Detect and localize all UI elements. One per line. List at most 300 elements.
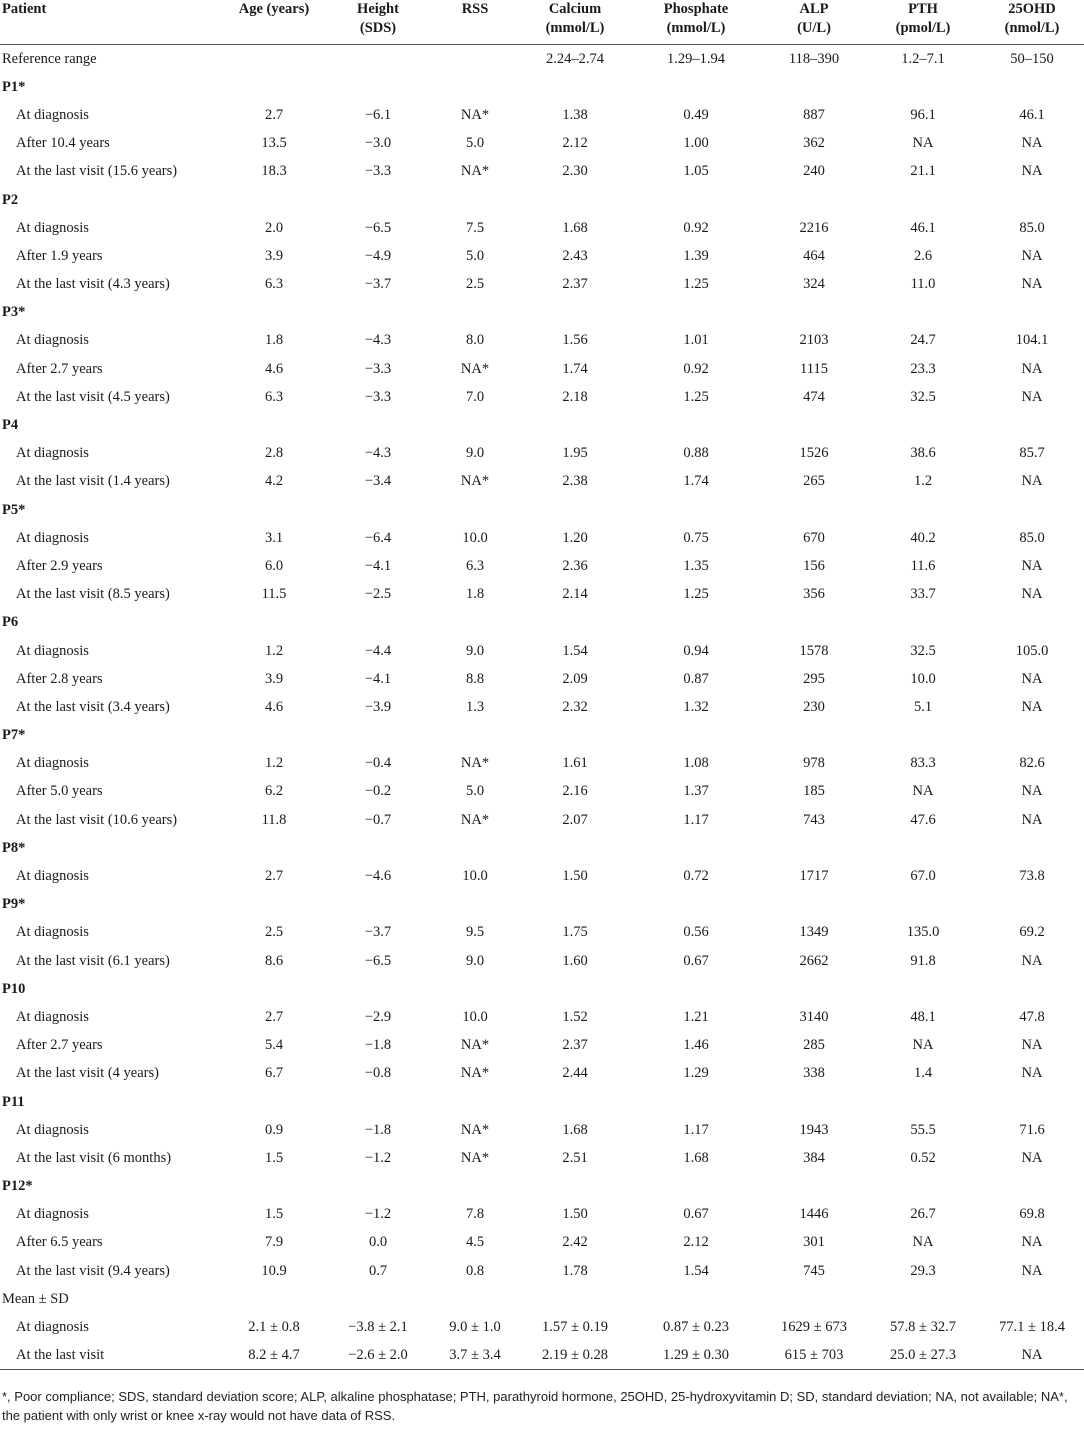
cell-alp: 464 bbox=[803, 247, 825, 264]
cell-age bbox=[222, 496, 326, 524]
cell-alp bbox=[762, 411, 866, 439]
row-label: At diagnosis bbox=[16, 219, 89, 236]
row-label: P2 bbox=[2, 191, 19, 208]
cell-height bbox=[326, 411, 430, 439]
row-label: Reference range bbox=[2, 50, 97, 67]
cell-rss: NA* bbox=[460, 163, 490, 180]
cell-ohd25: 50–150 bbox=[1010, 50, 1054, 67]
cell-ohd25: NA bbox=[1021, 135, 1043, 152]
row-label: P3* bbox=[2, 304, 26, 321]
cell-age: 5.4 bbox=[264, 1037, 284, 1054]
cell-rss bbox=[430, 298, 520, 326]
row-label: At diagnosis bbox=[16, 529, 89, 546]
cell-phosphate: 0.88 bbox=[683, 445, 709, 462]
cell-pth bbox=[866, 975, 980, 1003]
cell-height bbox=[326, 185, 430, 213]
cell-rss bbox=[430, 890, 520, 918]
column-header-age: Age (years) bbox=[222, 0, 326, 45]
cell-height: −6.4 bbox=[364, 529, 392, 546]
cell-ohd25 bbox=[980, 890, 1084, 918]
table-header-row bbox=[0, 0, 1084, 45]
table-row bbox=[0, 1313, 1084, 1341]
cell-height bbox=[326, 608, 430, 636]
cell-calcium bbox=[520, 73, 630, 101]
cell-phosphate: 0.92 bbox=[683, 360, 709, 377]
cell-rss: 9.0 bbox=[465, 642, 485, 659]
cell-rss: 9.0 bbox=[465, 445, 485, 462]
cell-calcium: 1.78 bbox=[562, 1262, 588, 1279]
cell-rss: NA* bbox=[460, 1065, 490, 1082]
cell-pth: NA bbox=[912, 783, 934, 800]
table-row bbox=[0, 1200, 1084, 1228]
cell-calcium bbox=[520, 1087, 630, 1115]
cell-pth: 1.2 bbox=[913, 473, 933, 490]
cell-height: −4.3 bbox=[364, 445, 392, 462]
cell-pth: 25.0 ± 27.3 bbox=[866, 1341, 980, 1369]
cell-rss: NA* bbox=[460, 1037, 490, 1054]
cell-rss bbox=[430, 496, 520, 524]
cell-pth bbox=[866, 890, 980, 918]
cell-rss bbox=[430, 834, 520, 862]
cell-age: 13.5 bbox=[261, 135, 287, 152]
cell-rss: NA* bbox=[460, 1121, 490, 1138]
cell-ohd25: 105.0 bbox=[1015, 642, 1049, 659]
row-label: At diagnosis bbox=[16, 445, 89, 462]
cell-pth: 11.0 bbox=[910, 276, 936, 293]
cell-ohd25: NA bbox=[1021, 557, 1043, 574]
cell-calcium: 2.12 bbox=[562, 135, 588, 152]
cell-pth: 21.1 bbox=[910, 163, 936, 180]
cell-phosphate: 1.25 bbox=[683, 388, 709, 405]
cell-pth: 135.0 bbox=[906, 924, 940, 941]
row-label: At diagnosis bbox=[16, 1008, 89, 1025]
cell-rss: 5.0 bbox=[465, 135, 485, 152]
cell-age: 2.5 bbox=[264, 924, 284, 941]
cell-rss bbox=[430, 185, 520, 213]
cell-pth: 26.7 bbox=[910, 1206, 936, 1223]
cell-calcium bbox=[520, 496, 630, 524]
table-row bbox=[0, 1228, 1084, 1256]
cell-ohd25: NA bbox=[1021, 388, 1043, 405]
cell-height bbox=[326, 298, 430, 326]
cell-ohd25: 85.7 bbox=[1019, 445, 1045, 462]
row-label: At diagnosis bbox=[16, 642, 89, 659]
cell-calcium bbox=[520, 721, 630, 749]
cell-pth bbox=[866, 1285, 980, 1313]
cell-age: 7.9 bbox=[264, 1234, 284, 1251]
cell-phosphate: 0.72 bbox=[683, 868, 709, 885]
cell-ohd25 bbox=[980, 1172, 1084, 1200]
table-row bbox=[0, 214, 1084, 242]
cell-phosphate bbox=[630, 834, 762, 862]
cell-pth: NA bbox=[912, 1037, 934, 1054]
cell-calcium: 1.52 bbox=[562, 1008, 588, 1025]
column-header-patient: Patient bbox=[0, 0, 222, 45]
cell-age bbox=[222, 608, 326, 636]
cell-pth: 11.6 bbox=[910, 557, 936, 574]
table-row bbox=[0, 777, 1084, 805]
cell-rss bbox=[430, 975, 520, 1003]
table-row bbox=[0, 693, 1084, 721]
cell-phosphate bbox=[630, 298, 762, 326]
cell-phosphate: 1.00 bbox=[683, 135, 709, 152]
row-label: At diagnosis bbox=[16, 1319, 89, 1336]
cell-pth: 91.8 bbox=[910, 952, 936, 969]
cell-age: 11.8 bbox=[261, 811, 287, 828]
cell-age bbox=[222, 73, 326, 101]
cell-calcium: 2.24–2.74 bbox=[546, 50, 604, 67]
cell-alp: 265 bbox=[803, 473, 825, 490]
cell-height bbox=[326, 1172, 430, 1200]
table-group-row bbox=[0, 890, 1084, 918]
cell-age: 4.2 bbox=[264, 473, 284, 490]
cell-alp: 230 bbox=[803, 698, 825, 715]
cell-ohd25 bbox=[980, 496, 1084, 524]
cell-phosphate bbox=[630, 496, 762, 524]
cell-phosphate bbox=[630, 73, 762, 101]
cell-rss bbox=[430, 1285, 520, 1313]
row-label: At the last visit (8.5 years) bbox=[16, 586, 170, 603]
cell-rss bbox=[430, 73, 520, 101]
cell-age: 3.9 bbox=[264, 247, 284, 264]
table-row bbox=[0, 749, 1084, 777]
row-label: At diagnosis bbox=[16, 924, 89, 941]
cell-ohd25: NA bbox=[1021, 670, 1043, 687]
cell-pth bbox=[866, 298, 980, 326]
table-row bbox=[0, 326, 1084, 354]
cell-alp: 362 bbox=[803, 135, 825, 152]
cell-age bbox=[222, 411, 326, 439]
table-row bbox=[0, 467, 1084, 495]
cell-pth: 57.8 ± 32.7 bbox=[890, 1319, 956, 1336]
table-row bbox=[0, 665, 1084, 693]
cell-ohd25: NA bbox=[1021, 952, 1043, 969]
cell-phosphate: 0.87 ± 0.23 bbox=[663, 1319, 729, 1336]
cell-pth: 83.3 bbox=[910, 755, 936, 772]
cell-age bbox=[222, 975, 326, 1003]
cell-calcium bbox=[520, 298, 630, 326]
cell-ohd25: NA bbox=[980, 1341, 1084, 1369]
cell-calcium: 2.43 bbox=[562, 247, 588, 264]
cell-calcium: 1.68 bbox=[562, 1121, 588, 1138]
cell-height: −3.8 ± 2.1 bbox=[348, 1319, 408, 1336]
cell-height bbox=[326, 496, 430, 524]
cell-phosphate: 0.56 bbox=[683, 924, 709, 941]
cell-rss: 8.8 bbox=[465, 670, 485, 687]
cell-phosphate: 1.32 bbox=[683, 698, 709, 715]
cell-phosphate: 1.29 bbox=[683, 1065, 709, 1082]
row-label: At diagnosis bbox=[16, 868, 89, 885]
table-row bbox=[0, 1059, 1084, 1087]
cell-age bbox=[222, 834, 326, 862]
column-header-alp: ALP (U/L) bbox=[762, 0, 866, 45]
table-group-row bbox=[0, 1087, 1084, 1115]
row-label: At the last visit (6.1 years) bbox=[16, 952, 170, 969]
table-row bbox=[0, 580, 1084, 608]
cell-age: 4.6 bbox=[264, 698, 284, 715]
cell-calcium bbox=[520, 834, 630, 862]
cell-phosphate: 1.37 bbox=[683, 783, 709, 800]
cell-rss: 7.5 bbox=[465, 219, 485, 236]
cell-height bbox=[326, 1087, 430, 1115]
cell-calcium: 2.51 bbox=[562, 1149, 588, 1166]
cell-ohd25 bbox=[980, 1087, 1084, 1115]
cell-ohd25: NA bbox=[1021, 586, 1043, 603]
cell-calcium: 2.44 bbox=[562, 1065, 588, 1082]
cell-ohd25: NA bbox=[1021, 1037, 1043, 1054]
cell-rss bbox=[430, 45, 520, 73]
cell-height: −1.2 bbox=[364, 1149, 392, 1166]
cell-height bbox=[326, 975, 430, 1003]
cell-alp bbox=[762, 608, 866, 636]
cell-alp: 285 bbox=[803, 1037, 825, 1054]
cell-alp: 384 bbox=[803, 1149, 825, 1166]
cell-pth: 5.1 bbox=[913, 698, 933, 715]
cell-calcium: 2.16 bbox=[562, 783, 588, 800]
table-row bbox=[0, 355, 1084, 383]
cell-alp bbox=[762, 298, 866, 326]
cell-calcium: 2.07 bbox=[562, 811, 588, 828]
cell-rss: NA* bbox=[460, 1149, 490, 1166]
cell-height bbox=[326, 45, 430, 73]
table-body bbox=[0, 45, 1084, 1370]
row-label: Mean ± SD bbox=[2, 1290, 69, 1307]
cell-pth bbox=[866, 496, 980, 524]
table-row bbox=[0, 101, 1084, 129]
cell-ohd25: NA bbox=[1021, 247, 1043, 264]
cell-pth: 29.3 bbox=[910, 1262, 936, 1279]
cell-pth bbox=[866, 185, 980, 213]
cell-calcium: 1.68 bbox=[562, 219, 588, 236]
row-label: At the last visit (4.3 years) bbox=[16, 276, 170, 293]
cell-age: 1.2 bbox=[264, 642, 284, 659]
row-label: At diagnosis bbox=[16, 1121, 89, 1138]
cell-phosphate: 1.46 bbox=[683, 1037, 709, 1054]
cell-ohd25 bbox=[980, 721, 1084, 749]
row-label: After 1.9 years bbox=[16, 247, 103, 264]
cell-ohd25: NA bbox=[1021, 698, 1043, 715]
cell-calcium: 1.74 bbox=[562, 360, 588, 377]
cell-ohd25 bbox=[980, 975, 1084, 1003]
cell-ohd25: NA bbox=[1021, 1065, 1043, 1082]
cell-rss: 9.0 bbox=[465, 952, 485, 969]
cell-calcium: 1.57 ± 0.19 bbox=[542, 1319, 608, 1336]
cell-phosphate: 1.25 bbox=[683, 586, 709, 603]
cell-age: 2.7 bbox=[264, 106, 284, 123]
cell-rss: NA* bbox=[460, 360, 490, 377]
cell-phosphate bbox=[630, 1285, 762, 1313]
table-group-row bbox=[0, 411, 1084, 439]
cell-alp: 240 bbox=[803, 163, 825, 180]
table-group-row bbox=[0, 1172, 1084, 1200]
cell-ohd25: NA bbox=[1021, 783, 1043, 800]
cell-alp: 743 bbox=[803, 811, 825, 828]
table-row bbox=[0, 636, 1084, 664]
cell-age: 1.2 bbox=[264, 755, 284, 772]
cell-age bbox=[222, 45, 326, 73]
cell-rss: 4.5 bbox=[465, 1234, 485, 1251]
cell-phosphate: 1.25 bbox=[683, 276, 709, 293]
cell-age: 2.0 bbox=[264, 219, 284, 236]
cell-ohd25: 69.8 bbox=[1019, 1206, 1045, 1223]
row-label: After 2.7 years bbox=[16, 1037, 103, 1054]
cell-rss: 1.8 bbox=[465, 586, 485, 603]
cell-age: 6.3 bbox=[264, 388, 284, 405]
row-label: After 10.4 years bbox=[16, 135, 110, 152]
cell-alp bbox=[762, 721, 866, 749]
cell-height: −4.6 bbox=[364, 868, 392, 885]
cell-height bbox=[326, 834, 430, 862]
cell-height: −0.8 bbox=[364, 1065, 392, 1082]
row-label: At the last visit (3.4 years) bbox=[16, 698, 170, 715]
cell-age: 2.7 bbox=[264, 868, 284, 885]
cell-height: −3.0 bbox=[364, 135, 392, 152]
cell-age: 0.9 bbox=[264, 1121, 284, 1138]
cell-phosphate bbox=[630, 1087, 762, 1115]
cell-alp: 338 bbox=[803, 1065, 825, 1082]
cell-age: 10.9 bbox=[261, 1262, 287, 1279]
cell-calcium: 1.60 bbox=[562, 952, 588, 969]
cell-phosphate: 1.17 bbox=[683, 811, 709, 828]
cell-age: 6.0 bbox=[264, 557, 284, 574]
table-group-row bbox=[0, 721, 1084, 749]
cell-calcium: 2.18 bbox=[562, 388, 588, 405]
row-label: P12* bbox=[2, 1178, 33, 1195]
cell-height: −6.5 bbox=[364, 219, 392, 236]
cell-height: −6.1 bbox=[364, 106, 392, 123]
cell-pth: NA bbox=[912, 1234, 934, 1251]
cell-age bbox=[222, 298, 326, 326]
cell-height: −2.9 bbox=[364, 1008, 392, 1025]
cell-alp bbox=[762, 1087, 866, 1115]
table-row bbox=[0, 270, 1084, 298]
cell-pth: 10.0 bbox=[910, 670, 936, 687]
cell-alp: 295 bbox=[803, 670, 825, 687]
cell-age: 8.6 bbox=[264, 952, 284, 969]
cell-ohd25: 85.0 bbox=[1019, 529, 1045, 546]
row-label: After 6.5 years bbox=[16, 1234, 103, 1251]
cell-height: −4.1 bbox=[364, 670, 392, 687]
cell-rss: 1.3 bbox=[465, 698, 485, 715]
cell-pth: 2.6 bbox=[913, 247, 933, 264]
cell-ohd25: NA bbox=[1021, 1149, 1043, 1166]
table-row bbox=[0, 552, 1084, 580]
cell-calcium: 2.36 bbox=[562, 557, 588, 574]
cell-alp: 615 ± 703 bbox=[762, 1341, 866, 1369]
cell-pth bbox=[866, 73, 980, 101]
cell-phosphate: 0.87 bbox=[683, 670, 709, 687]
cell-calcium bbox=[520, 1285, 630, 1313]
table-row bbox=[0, 862, 1084, 890]
cell-phosphate: 2.12 bbox=[683, 1234, 709, 1251]
cell-age: 8.2 ± 4.7 bbox=[222, 1341, 326, 1369]
cell-pth bbox=[866, 1172, 980, 1200]
cell-phosphate: 1.68 bbox=[683, 1149, 709, 1166]
cell-alp bbox=[762, 496, 866, 524]
cell-alp: 118–390 bbox=[788, 50, 840, 67]
cell-alp bbox=[762, 73, 866, 101]
cell-rss bbox=[430, 1172, 520, 1200]
cell-alp: 2662 bbox=[799, 952, 829, 969]
cell-ohd25: NA bbox=[1021, 473, 1043, 490]
cell-alp: 156 bbox=[803, 557, 825, 574]
row-label: After 5.0 years bbox=[16, 783, 103, 800]
cell-height: −1.2 bbox=[364, 1206, 392, 1223]
cell-pth: 67.0 bbox=[910, 868, 936, 885]
cell-rss: 7.0 bbox=[465, 388, 485, 405]
table-row bbox=[0, 918, 1084, 946]
row-label: After 2.9 years bbox=[16, 557, 103, 574]
cell-phosphate bbox=[630, 975, 762, 1003]
cell-ohd25 bbox=[980, 608, 1084, 636]
cell-rss: 5.0 bbox=[465, 783, 485, 800]
cell-height: −3.3 bbox=[364, 163, 392, 180]
cell-age: 1.5 bbox=[264, 1149, 284, 1166]
cell-phosphate: 1.54 bbox=[683, 1262, 709, 1279]
cell-ohd25: 104.1 bbox=[1015, 332, 1049, 349]
cell-calcium: 1.50 bbox=[562, 868, 588, 885]
table-group-row bbox=[0, 834, 1084, 862]
cell-calcium: 1.54 bbox=[562, 642, 588, 659]
table-group-row bbox=[0, 73, 1084, 101]
cell-age bbox=[222, 1087, 326, 1115]
column-header-pth: PTH (pmol/L) bbox=[866, 0, 980, 45]
cell-height bbox=[326, 1285, 430, 1313]
row-label: At the last visit (10.6 years) bbox=[16, 811, 178, 828]
cell-calcium bbox=[520, 185, 630, 213]
cell-phosphate: 0.49 bbox=[683, 106, 709, 123]
row-label: P4 bbox=[2, 417, 19, 434]
table-row bbox=[0, 806, 1084, 834]
cell-phosphate bbox=[630, 890, 762, 918]
table-row bbox=[0, 947, 1084, 975]
cell-alp: 1349 bbox=[799, 924, 829, 941]
cell-phosphate: 1.39 bbox=[683, 247, 709, 264]
cell-pth: 40.2 bbox=[910, 529, 936, 546]
cell-calcium bbox=[520, 608, 630, 636]
cell-ohd25: 69.2 bbox=[1019, 924, 1045, 941]
table-row bbox=[0, 1116, 1084, 1144]
cell-pth: 47.6 bbox=[910, 811, 936, 828]
cell-calcium: 2.37 bbox=[562, 276, 588, 293]
cell-rss bbox=[430, 411, 520, 439]
cell-alp bbox=[762, 1172, 866, 1200]
cell-age bbox=[222, 1285, 326, 1313]
cell-phosphate: 1.08 bbox=[683, 755, 709, 772]
cell-age: 6.3 bbox=[264, 276, 284, 293]
cell-calcium: 1.38 bbox=[562, 106, 588, 123]
cell-pth bbox=[866, 721, 980, 749]
cell-calcium: 2.32 bbox=[562, 698, 588, 715]
row-label: P11 bbox=[2, 1093, 25, 1110]
cell-ohd25: 73.8 bbox=[1019, 868, 1045, 885]
cell-phosphate: 1.74 bbox=[683, 473, 709, 490]
cell-height: 0.7 bbox=[368, 1262, 388, 1279]
cell-ohd25: NA bbox=[1021, 276, 1043, 293]
row-label: After 2.7 years bbox=[16, 360, 103, 377]
cell-age: 11.5 bbox=[261, 586, 287, 603]
cell-alp: 887 bbox=[803, 106, 825, 123]
cell-alp: 356 bbox=[803, 586, 825, 603]
cell-pth bbox=[866, 608, 980, 636]
cell-ohd25 bbox=[980, 1285, 1084, 1313]
cell-alp: 1446 bbox=[799, 1206, 829, 1223]
cell-calcium: 1.20 bbox=[562, 529, 588, 546]
cell-alp bbox=[762, 975, 866, 1003]
cell-rss: 6.3 bbox=[465, 557, 485, 574]
cell-ohd25 bbox=[980, 298, 1084, 326]
cell-phosphate: 1.05 bbox=[683, 163, 709, 180]
